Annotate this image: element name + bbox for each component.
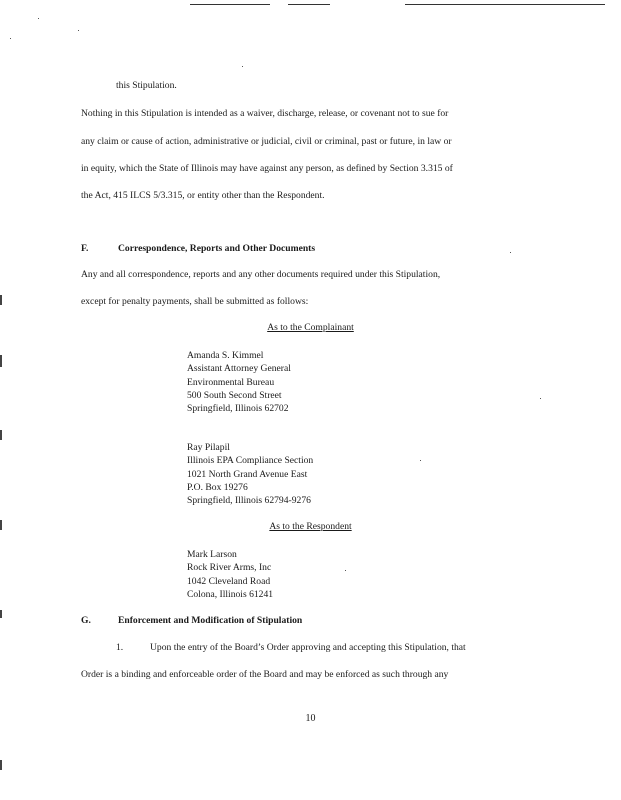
scan-edge-mark [0, 760, 2, 770]
paragraph-line: Any and all correspondence, reports and any other documents required under this Stipulation, [81, 269, 441, 280]
address-line: Colona, Illinois 61241 [187, 588, 274, 600]
scan-edge-mark [0, 430, 2, 440]
address-line: Springfield, Illinois 62702 [187, 403, 289, 415]
section-g-title: Enforcement and Modification of Stipulation [118, 615, 303, 626]
paragraph-line: in equity, which the State of Illinois may have against any person, as defined by Section 3.315 of [81, 163, 453, 174]
scan-speck [38, 18, 39, 19]
address-line: Amanda S. Kimmel [187, 350, 264, 361]
scan-artifact-line [190, 4, 270, 5]
item-number: 1. [116, 642, 124, 653]
address-block-pilapil [187, 441, 313, 507]
section-f-title: Correspondence, Reports and Other Documents [118, 243, 316, 254]
scan-speck [540, 398, 541, 399]
continuation-line: this Stipulation. [116, 80, 177, 91]
section-g-letter: G. [81, 615, 91, 626]
scan-edge-mark [0, 295, 2, 305]
complainant-heading: As to the Complainant [267, 322, 354, 333]
scan-speck [345, 570, 346, 571]
scan-artifact-line [288, 4, 330, 5]
address-line: Ray Pilapil [187, 442, 230, 453]
address-line: Mark Larson [187, 549, 237, 560]
address-line: Environmental Bureau [187, 376, 275, 388]
scan-speck [420, 460, 421, 461]
address-line: 500 South Second Street [187, 389, 282, 401]
scan-edge-mark [0, 355, 2, 367]
address-line: 1021 North Grand Avenue East [187, 468, 308, 480]
respondent-heading: As to the Respondent [269, 521, 352, 532]
address-block-larson [187, 548, 273, 601]
address-line: Rock River Arms, Inc [187, 562, 272, 574]
scan-speck [78, 30, 79, 31]
scan-speck [10, 38, 11, 39]
scan-edge-mark [0, 610, 2, 618]
section-f-letter: F. [81, 243, 89, 254]
paragraph-line: the Act, 415 ILCS 5/3.315, or entity other than the Respondent. [81, 190, 325, 201]
page-number: 10 [305, 713, 316, 724]
address-line: 1042 Cleveland Road [187, 575, 271, 587]
paragraph-line: Upon the entry of the Board’s Order approving and accepting this Stipulation, that [150, 642, 466, 653]
scan-speck [242, 66, 243, 67]
address-line: P.O. Box 19276 [187, 481, 248, 493]
scan-speck [510, 252, 511, 253]
paragraph-line: Nothing in this Stipulation is intended as a waiver, discharge, release, or covenant not to sue for [81, 108, 449, 119]
address-block-kimmel [187, 349, 291, 415]
address-line: Springfield, Illinois 62794-9276 [187, 495, 311, 507]
address-line: Illinois EPA Compliance Section [187, 455, 314, 467]
address-line: Assistant Attorney General [187, 363, 291, 375]
paragraph-line: any claim or cause of action, administrative or judicial, civil or criminal, past or future, in law or [81, 136, 452, 147]
scan-artifact-line [405, 4, 605, 5]
paragraph-line: Order is a binding and enforceable order of the Board and may be enforced as such through any [81, 669, 449, 680]
paragraph-line: except for penalty payments, shall be submitted as follows: [81, 296, 309, 307]
